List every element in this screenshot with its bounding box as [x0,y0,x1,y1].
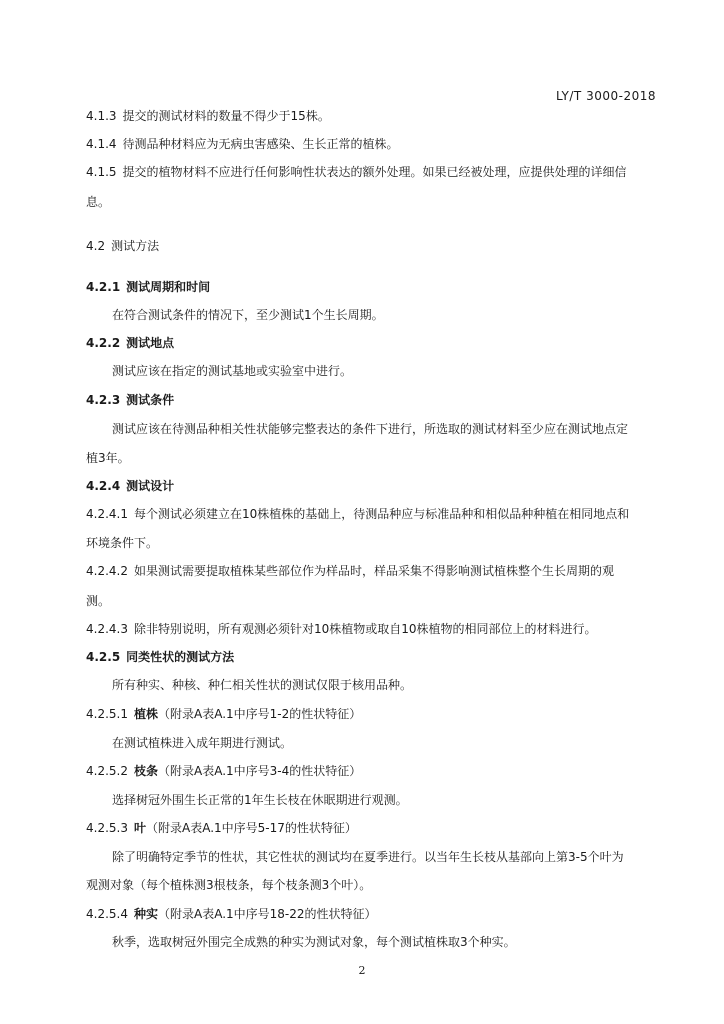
paragraph: 测试应该在待测品种相关性状能够完整表达的条件下进行，所选取的测试材料至少应在测试地点定 [112,422,629,436]
heading-4-2-3: 4.2.3 测试条件 [86,393,175,407]
heading-4-2-5-4: 4.2.5.4 种实（附录A表A.1中序号18-22的性状特征） [86,907,377,921]
heading-4-2-5: 4.2.5 同类性状的测试方法 [86,650,235,664]
heading-4-2-5-2: 4.2.5.2 枝条（附录A表A.1中序号3-4的性状特征） [86,764,362,778]
heading-4-2-4: 4.2.4 测试设计 [86,479,175,493]
clause-4-1-4: 4.1.4 待测品种材料应为无病虫害感染、生长正常的植株。 [86,137,399,151]
paragraph: 所有种实、种核、种仁相关性状的测试仅限于核用品种。 [112,678,413,692]
clause-4-1-5-cont: 息。 [86,195,111,209]
paragraph: 测试应该在指定的测试基地或实验室中进行。 [112,364,353,378]
paragraph: 选择树冠外围生长正常的1年生长枝在休眠期进行观测。 [112,793,408,807]
clause-4-1-3: 4.1.3 提交的测试材料的数量不得少于15株。 [86,109,330,123]
paragraph-cont: 植3年。 [86,451,130,465]
clause-4-2-4-3: 4.2.4.3 除非特别说明，所有观测必须针对10株植物或取自10株植物的相同部位上的材料进行。 [86,622,597,636]
paragraph-cont: 观测对象（每个植株测3根枝条，每个枝条测3个叶）。 [86,878,372,892]
heading-4-2-5-3: 4.2.5.3 叶（附录A表A.1中序号5-17的性状特征） [86,821,357,835]
heading-4-2-5-1: 4.2.5.1 植株（附录A表A.1中序号1-2的性状特征） [86,707,362,721]
clause-4-2-4-2-cont: 测。 [86,594,111,608]
heading-4-2-1: 4.2.1 测试周期和时间 [86,280,211,294]
paragraph: 在测试植株进入成年期进行测试。 [112,736,293,750]
clause-4-1-5: 4.1.5 提交的植物材料不应进行任何影响性状表达的额外处理。如果已经被处理，应提供处理的详细信 [86,165,627,179]
paragraph: 在符合测试条件的情况下，至少测试1个生长周期。 [112,308,384,322]
paragraph: 秋季，选取树冠外围完全成熟的种实为测试对象，每个测试植株取3个种实。 [112,935,516,949]
clause-4-2-4-2: 4.2.4.2 如果测试需要提取植株某些部位作为样品时，样品采集不得影响测试植株整个生长周期的观 [86,564,614,578]
page-number: 2 [358,964,366,977]
section-heading-4-2: 4.2 测试方法 [86,239,160,253]
standard-number: LY/T 3000-2018 [555,89,656,103]
paragraph: 除了明确特定季节的性状，其它性状的测试均在夏季进行。以当年生长枝从基部向上第3-5个叶为 [112,850,624,864]
heading-4-2-2: 4.2.2 测试地点 [86,336,175,350]
clause-4-2-4-1-cont: 环境条件下。 [86,536,159,550]
clause-4-2-4-1: 4.2.4.1 每个测试必须建立在10株植株的基础上，待测品种应与标准品种和相似品种种植在相同地点和 [86,507,630,521]
